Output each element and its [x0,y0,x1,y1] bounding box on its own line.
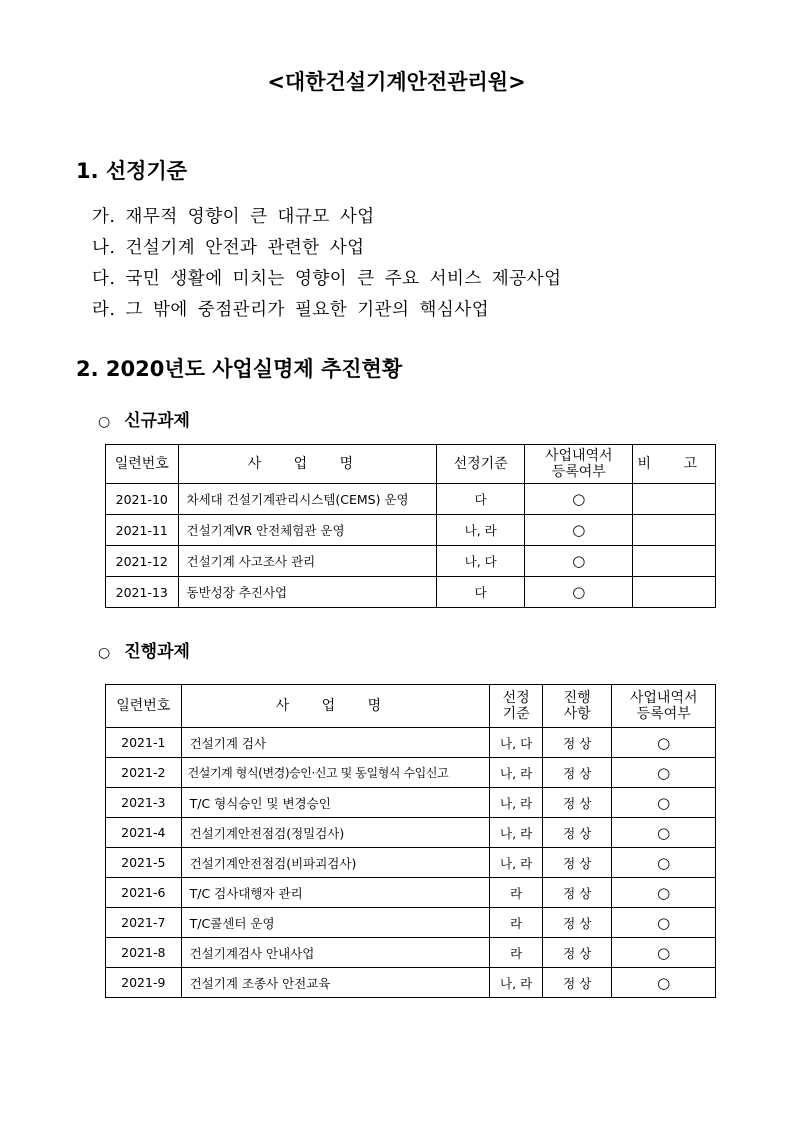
criteria-item: 라. 그 밖에 중점관리가 필요한 기관의 핵심사업 [92,300,490,320]
header-registered: 사업내역서 등록여부 [525,445,633,484]
ongoing-tasks-table [105,684,716,998]
cell-note [633,546,716,577]
cell-serial: 2021-2 [106,758,182,788]
table-row [106,848,716,878]
subsection-label: 신규과제 [124,411,190,431]
table-row [106,758,716,788]
cell-criteria: 나, 라 [490,848,543,878]
table-row [106,788,716,818]
cell-serial: 2021-1 [106,728,182,758]
cell-criteria: 나, 라 [490,758,543,788]
cell-progress: 정 상 [543,758,612,788]
cell-criteria: 다 [437,484,525,515]
cell-name: 건설기계 사고조사 관리 [178,546,437,577]
new-tasks-table [105,444,716,608]
subsection-new-tasks [98,406,190,431]
cell-name: 건설기계 조종사 안전교육 [181,968,490,998]
cell-criteria: 나, 라 [490,818,543,848]
table-header-row [106,685,716,728]
table-row [106,546,716,577]
header-serial: 일련번호 [106,685,182,728]
header-criteria: 선정 기준 [490,685,543,728]
cell-registered: ○ [525,484,633,515]
cell-note [633,484,716,515]
header-serial: 일련번호 [106,445,179,484]
cell-name: T/C 검사대행자 관리 [181,878,490,908]
criteria-item: 다. 국민 생활에 미치는 영향이 큰 주요 서비스 제공사업 [92,269,562,289]
cell-name: 건설기계 검사 [181,728,490,758]
cell-criteria: 나, 라 [437,515,525,546]
cell-serial: 2021-13 [106,577,179,608]
criteria-item: 가. 재무적 영향이 큰 대규모 사업 [92,207,375,227]
cell-name: T/C콜센터 운영 [181,908,490,938]
cell-registered: ○ [612,788,716,818]
header-progress: 진행 사항 [543,685,612,728]
table-row [106,968,716,998]
circle-bullet-icon: ○ [98,645,111,661]
header-criteria: 선정기준 [437,445,525,484]
cell-registered: ○ [612,848,716,878]
header-name: 사 업 명 [181,685,490,728]
document-title: <대한건설기계안전관리원> [267,70,526,94]
cell-criteria: 라 [490,938,543,968]
subsection-label: 진행과제 [124,642,190,662]
cell-criteria: 나, 라 [490,788,543,818]
table-row [106,728,716,758]
cell-name: 건설기계VR 안전체험관 운영 [178,515,437,546]
table-row [106,818,716,848]
cell-criteria: 라 [490,908,543,938]
cell-progress: 정 상 [543,728,612,758]
cell-note [633,577,716,608]
cell-serial: 2021-3 [106,788,182,818]
criteria-item: 나. 건설기계 안전과 관련한 사업 [92,238,365,258]
cell-registered: ○ [612,728,716,758]
subsection-ongoing-tasks [98,637,190,662]
section-heading-criteria: 1. 선정기준 [76,159,188,183]
cell-serial: 2021-7 [106,908,182,938]
cell-registered: ○ [612,938,716,968]
cell-serial: 2021-10 [106,484,179,515]
cell-name: 차세대 건설기계관리시스템(CEMS) 운영 [178,484,437,515]
cell-criteria: 다 [437,577,525,608]
cell-registered: ○ [612,968,716,998]
cell-registered: ○ [612,818,716,848]
cell-registered: ○ [612,908,716,938]
cell-criteria: 나, 라 [490,968,543,998]
table-row [106,515,716,546]
cell-serial: 2021-8 [106,938,182,968]
cell-name: T/C 형식승인 및 변경승인 [181,788,490,818]
cell-serial: 2021-11 [106,515,179,546]
cell-progress: 정 상 [543,848,612,878]
table-row [106,938,716,968]
table-header-row [106,445,716,484]
cell-registered: ○ [525,577,633,608]
cell-progress: 정 상 [543,968,612,998]
cell-serial: 2021-6 [106,878,182,908]
cell-name: 건설기계안전점검(비파괴검사) [181,848,490,878]
cell-criteria: 나, 다 [437,546,525,577]
circle-bullet-icon: ○ [98,414,111,430]
table-row [106,484,716,515]
cell-name: 동반성장 추진사업 [178,577,437,608]
table-row [106,878,716,908]
cell-name: 건설기계안전점검(정밀검사) [181,818,490,848]
table-row [106,908,716,938]
cell-progress: 정 상 [543,818,612,848]
cell-progress: 정 상 [543,788,612,818]
table-row [106,577,716,608]
cell-serial: 2021-12 [106,546,179,577]
cell-name: 건설기계 형식(변경)승인·신고 및 동일형식 수입신고 [181,758,490,788]
cell-progress: 정 상 [543,878,612,908]
cell-registered: ○ [612,878,716,908]
cell-serial: 2021-9 [106,968,182,998]
cell-criteria: 라 [490,878,543,908]
header-name: 사 업 명 [178,445,437,484]
cell-serial: 2021-5 [106,848,182,878]
cell-registered: ○ [525,515,633,546]
header-registered: 사업내역서 등록여부 [612,685,716,728]
header-note: 비 고 [633,445,716,484]
cell-serial: 2021-4 [106,818,182,848]
cell-criteria: 나, 다 [490,728,543,758]
cell-note [633,515,716,546]
cell-registered: ○ [525,546,633,577]
cell-progress: 정 상 [543,938,612,968]
section-heading-status: 2. 2020년도 사업실명제 추진현황 [76,357,403,381]
cell-name: 건설기계검사 안내사업 [181,938,490,968]
cell-registered: ○ [612,758,716,788]
cell-progress: 정 상 [543,908,612,938]
